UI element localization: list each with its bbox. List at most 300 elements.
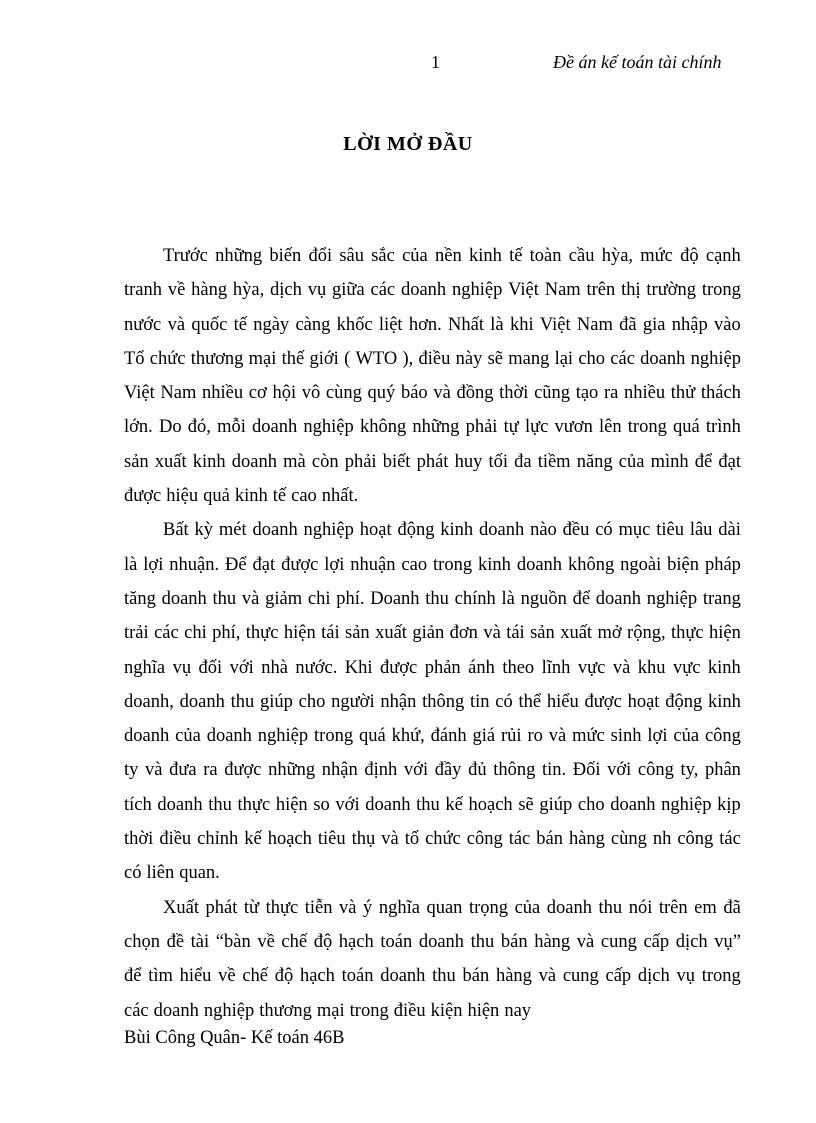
word: đơn [449,623,478,644]
word: đạt [252,554,276,575]
word: độ [274,966,294,987]
word: Việt [539,314,571,335]
word: hiện [275,794,308,815]
word: xuất [560,623,593,644]
word: hoạt [359,520,392,541]
word: mục [618,520,651,541]
word: với [403,760,429,781]
word: nhất. [321,486,359,507]
word: Tổ [124,348,145,369]
word: nghiệp [203,1000,255,1021]
word: trên [658,897,688,918]
word: trong [314,726,354,747]
word: cũng [534,383,571,404]
word: hoạt [627,691,660,712]
word: đổi [308,246,333,266]
text-line [124,753,741,787]
word: tự [503,417,519,438]
word: doanh [179,691,225,712]
word: mà [283,451,306,472]
word: tế [509,246,523,266]
word: tác [508,829,531,850]
word: tác [719,829,741,850]
word: Do [158,417,182,438]
word: hạch [338,931,374,952]
word: đầy [434,760,462,781]
word: điều [418,348,451,369]
word: nền [435,246,462,266]
text-line [124,685,741,719]
word: thông [422,691,465,712]
word: và [612,657,631,678]
word: mức [572,726,605,747]
word: kinh [192,451,226,472]
word: cho [298,691,326,712]
word: mại [316,1000,345,1021]
word: toán [380,931,413,952]
word: trang [702,588,741,609]
word: giá [472,726,496,747]
word: cơ [248,383,267,404]
word: hàng [191,280,228,301]
word: ( [344,348,351,369]
text-line [124,410,741,444]
word: trong [701,280,741,301]
word: những [215,246,263,266]
word: phân [704,760,741,781]
word: trình [705,417,741,438]
running-title: Đề án kế toán tài chính [553,52,722,72]
word: doanh [546,897,592,918]
word: rộng, [627,623,666,644]
text-line [124,719,741,753]
word: sản [124,451,149,472]
word: quan. [179,863,220,884]
word: trên [586,280,616,301]
text-line [124,822,741,856]
word: đối [198,657,223,678]
word: thời [499,383,529,404]
word: hơn. [408,314,442,335]
word: thương [259,1000,312,1021]
word: sẽ [518,794,534,815]
word: các [124,1000,149,1021]
word: nghiệp [690,348,741,369]
word: biện [667,554,700,575]
word: động [665,691,703,712]
word: em [694,897,717,918]
word: đồng [456,383,494,404]
word: doanh [231,451,278,472]
word: quốc [191,314,228,335]
word: ngoài [620,554,662,575]
word: kỳ [194,520,214,541]
word: đủ [468,760,487,781]
word: về [218,966,236,987]
word: lợi [324,554,345,575]
word: doanh [206,726,252,747]
word: nghiệp [661,794,712,815]
word: kinh [468,246,502,266]
word: kế [445,794,463,815]
word: nghiệp [451,280,503,301]
word: và [145,760,163,781]
word: quả [203,486,230,507]
word: tin [470,691,490,712]
word: chi [184,623,207,644]
word: Khi [344,657,373,678]
word: nhuận. [169,554,220,575]
word: dịch [675,931,708,952]
word: chế [281,931,308,952]
body-text [124,239,741,1028]
word: trong [433,554,473,575]
word: kinh [707,657,741,678]
word: nhận [380,691,417,712]
word: thụ [351,829,376,850]
word: và [538,966,557,987]
word: rủi [501,726,522,747]
word: được [124,486,162,507]
word: WTO [355,348,398,369]
word: ngày [253,314,290,335]
word: sẽ [487,348,503,369]
word: hàng [495,966,532,987]
word: toàn [529,246,562,266]
word: hàng [568,829,605,850]
word: hàng [534,931,571,952]
word: trường [646,280,697,301]
word: cho [577,794,605,815]
word: phản [424,657,461,678]
word: với [607,760,632,781]
word: kinh [478,554,511,575]
word: vụ” [714,931,741,952]
text-line [124,651,741,685]
word: ra [603,383,619,404]
word: thế [281,348,305,369]
word: ra [203,760,218,781]
word: ), [402,348,414,369]
word: đa [514,451,532,472]
word: bán [462,966,490,987]
word: hiểu [546,691,579,712]
word: thực [237,794,271,815]
word: dịch [270,280,302,301]
word: thu [425,588,449,609]
word: chọn [124,931,160,952]
word: để [124,966,142,987]
word: cấp [643,931,670,952]
word: tìm [148,966,173,987]
word: định [364,760,398,781]
word: mức [640,246,673,266]
word: doanh [595,588,641,609]
word: thu [470,931,495,952]
word: khứ, [391,726,425,747]
word: có [595,520,613,541]
word: tin. [541,760,567,781]
word: lực [524,417,549,438]
word: là [490,314,504,335]
word: thời [124,829,154,850]
word: vươn [554,417,593,438]
word: báo [400,383,428,404]
word: liên [146,863,175,884]
word: độ [313,931,333,952]
word: động [397,520,435,541]
word: người [331,691,375,712]
word: ty, [680,760,699,781]
word: tiềm [537,451,571,472]
word: những [412,417,460,438]
word: lại [554,348,574,369]
word: mang [508,348,550,369]
word: tổ [404,829,420,850]
word: nh [652,829,672,850]
word: là [501,588,515,609]
word: quý [367,383,396,404]
word: công [637,760,674,781]
word: và [167,314,186,335]
word: và [548,726,567,747]
word: vụ [172,657,192,678]
word: từ [243,897,260,918]
text-line [124,548,741,582]
word: toán [341,966,374,987]
text-line [124,788,741,822]
word: Nhất [448,314,485,335]
word: trong [701,966,741,987]
word: nhuận [350,554,396,575]
word: tiễn [304,897,333,918]
text-line [124,376,741,410]
word: hỳa, [232,280,265,301]
word: nghiệp [303,417,354,438]
word: sinh [610,726,642,747]
word: doanh [400,280,447,301]
word: doanh [516,554,563,575]
word: những [268,760,316,781]
word: chỉnh [197,829,239,850]
word: tranh [124,280,163,301]
word: cung [562,966,599,987]
word: thể [518,691,542,712]
text-line [124,239,741,273]
word: và [339,897,357,918]
word: và [381,829,399,850]
word: kịp [717,794,741,815]
word: đánh [430,726,467,747]
word: giúp [260,691,293,712]
word: nhiều [624,383,666,404]
word: cao [401,554,428,575]
word: bán [536,829,563,850]
word: đó, [187,417,211,438]
text-line [124,582,741,616]
word: Việt [508,280,539,301]
word: nào [530,520,557,541]
word: nhà [261,657,288,678]
text-line [124,308,741,342]
word: với [335,794,360,815]
word: cạnh [705,246,741,266]
word: được [224,760,262,781]
text-line [124,959,741,993]
word: thực [245,623,279,644]
word: thu [416,794,440,815]
word: doanh [380,966,426,987]
page-number: 1 [431,52,440,72]
word: trong [627,417,667,438]
word: Để [225,554,247,575]
word: doanh [365,794,411,815]
word: trọng [468,897,509,918]
word: dịch [637,966,670,987]
text-line [124,616,741,650]
word: trải [124,623,149,644]
word: biết [382,451,411,472]
word: pháp [704,554,741,575]
word: cấp [605,966,632,987]
word: của [175,726,201,747]
word: quan [426,897,463,918]
word: giảm [265,588,303,609]
word: phải [344,451,377,472]
text-line [124,856,741,890]
word: biến [269,246,302,266]
word: năng [576,451,613,472]
word: và [241,588,260,609]
word: lĩnh [541,657,571,678]
word: nay [504,1000,532,1021]
word: tích [124,794,152,815]
word: các [370,280,396,301]
word: có [495,691,513,712]
word: Doanh [370,588,420,609]
word: đã [723,897,741,918]
word: Việt [124,383,155,404]
word: trong [349,1000,389,1021]
word: vụ [307,280,327,301]
paragraph [124,239,741,513]
word: xuất [154,451,187,472]
word: là [124,554,138,575]
word: phải [465,417,498,438]
word: các [154,623,179,644]
word: doanh [153,1000,199,1021]
word: vào [714,314,741,335]
word: Xuất [163,897,199,918]
word: này [455,348,483,369]
word: doanh [252,520,298,541]
word: mại [248,348,277,369]
word: doanh [161,588,207,609]
word: kế [244,829,262,850]
word: mở [597,623,622,644]
word: hỳa, [601,246,634,266]
word: ro [527,726,543,747]
word: tế [233,314,247,335]
word: chính [454,588,496,609]
word: tối [488,451,508,472]
word: hội [272,383,297,404]
word: bán [500,931,528,952]
word: lâu [689,520,713,541]
word: lớn. [124,417,153,438]
word: gia [642,314,666,335]
word: của [673,726,700,747]
word: Đối [572,760,601,781]
word: để [572,588,591,609]
word: lên [599,417,622,438]
word: doanh [252,417,298,438]
paragraph [124,891,741,1028]
word: được [379,657,418,678]
word: doanh [124,726,170,747]
word: kiện [430,1000,463,1021]
word: thị [621,280,641,301]
text-line [124,273,741,307]
word: quá [359,726,386,747]
word: điều [159,829,192,850]
word: cung [600,931,637,952]
word: giúp [539,794,573,815]
word: giản [412,623,445,644]
word: công [677,829,714,850]
word: giới [309,348,339,369]
word: tái [321,623,340,644]
word: đã [619,314,637,335]
word: đạt [718,451,741,472]
word: doanh [640,348,686,369]
text-line [124,925,741,959]
word: Trước [163,246,208,266]
word: về [257,931,275,952]
word: thông [493,760,536,781]
word: thực [671,623,704,644]
word: thu [432,966,456,987]
word: đề [166,931,185,952]
word: sản [530,623,555,644]
word: nước [124,314,162,335]
word: sản [345,623,370,644]
word: tế [272,486,287,507]
word: chức [149,348,186,369]
text-line [124,994,741,1028]
word: ánh [468,657,495,678]
word: tài [190,931,210,952]
word: vực [672,657,701,678]
text-line [124,891,741,925]
word: được [281,554,319,575]
word: với [229,657,254,678]
word: còn [311,451,339,472]
word: tiêu [317,829,346,850]
word: được [584,691,622,712]
word: cùng [325,383,362,404]
word: hoạch [267,829,312,850]
word: phát [416,451,449,472]
word: các [610,348,635,369]
text-line [124,342,741,376]
word: hiệu [166,486,199,507]
word: sắc [371,246,395,266]
word: lợi [143,554,164,575]
word: vụ [676,966,695,987]
word: nghĩa [124,657,166,678]
word: của [402,246,428,266]
